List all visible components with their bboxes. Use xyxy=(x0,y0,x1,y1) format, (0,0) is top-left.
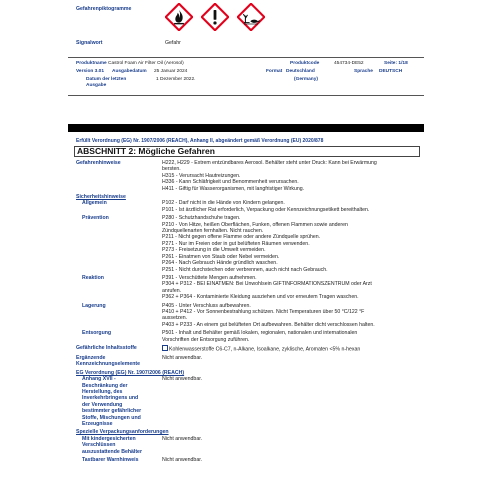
product-code-value: 454734-DE52 xyxy=(334,61,364,66)
storage-row xyxy=(76,303,416,329)
safety-heading: Sicherheitshinweise xyxy=(76,194,126,201)
version: Version 3.01 xyxy=(76,69,104,74)
hazard-line: H315 - Verursacht Hautreizungen. xyxy=(162,172,241,179)
annex-label: bestimmter gefährlicher xyxy=(82,408,142,415)
hazard-line: H411 - Giftig für Wasserorganismen, mit langfristiger Wirkung. xyxy=(162,185,305,192)
child-closures-label: Mit kindergesicherten xyxy=(82,435,136,442)
child-closures-value: Nicht anwendbar. xyxy=(162,435,203,442)
annex-label: Erzeugnisse xyxy=(82,420,113,427)
storage-line: aussetzen. xyxy=(162,315,188,322)
hazardous-components-label: Gefährliche Inhaltsstoffe xyxy=(76,344,137,351)
disposal-line: Vorschriften der Entsorgung zuführen. xyxy=(162,336,250,343)
issue-date-label: Ausgabedatum xyxy=(112,69,147,74)
language-value: DEUTSCH xyxy=(379,69,403,74)
reaction-line: P391 - Verschüttete Mengen aufnehmen. xyxy=(162,274,257,281)
reaction-label: Reaktion xyxy=(82,274,104,281)
page-number: Seite: 1/18 xyxy=(384,61,408,66)
format-value: Deutschland xyxy=(286,69,315,74)
section-band xyxy=(68,124,424,132)
previous-issue-value: 1 Dezember 2022. xyxy=(156,77,196,82)
prevention-line: P264 - Nach Gebrauch Hände gründlich waschen. xyxy=(162,260,278,267)
reaction-line: anrufen. xyxy=(162,287,182,294)
previous-issue-label: Datum der letzten xyxy=(86,77,127,82)
disposal-line: P501 - Inhalt und Behälter gemäß lokalen, regionalen, nationalen und internationalen xyxy=(162,330,358,337)
disposal-row xyxy=(76,330,416,343)
regulation-title: Erfüllt Verordnung (EG) Nr. 1907/2006 (REACH), Anhang II, abgeändert gemäß Verordnung (EU) 2020/878 xyxy=(76,138,324,144)
prevention-line: P211 - Nicht gegen offene Flamme oder andere Zündquelle sprühen. xyxy=(162,234,321,241)
divider xyxy=(68,57,424,58)
annex-label: Herstellung, des xyxy=(82,388,123,395)
storage-line: P410 + P412 - Vor Sonnenbestrahlung schützen. Nicht Temperaturen über 50 °C/122 °F xyxy=(162,308,365,315)
hazard-statements-label: Gefahrenhinweise xyxy=(76,160,121,166)
general-label: Allgemein xyxy=(82,200,107,207)
prevention-label: Prävention xyxy=(82,215,109,222)
prevention-line: Zündquellenarten fernhalten. Nicht rauchen. xyxy=(162,228,264,235)
prevention-line: P210 - Von Hitze, heißen Oberflächen, Funken, offenen Flammen sowie anderen xyxy=(162,221,348,228)
child-closures-label: Verschlüssen xyxy=(82,442,116,449)
hazard-line: H222, H229 - Extrem entzündbares Aerosol. Behälter steht unter Druck: Kann bei Erwärmung xyxy=(162,160,377,166)
hazard-statements-row xyxy=(76,160,416,192)
annex-label: Beschränkung der xyxy=(82,382,128,389)
child-closures-row xyxy=(76,436,416,455)
environment-icon xyxy=(237,3,265,31)
child-closures-label: auszustattende Behälter xyxy=(82,448,142,455)
prevention-line: P273 - Freisetzung in die Umwelt vermeiden. xyxy=(162,247,266,254)
signal-word-value: Gefahr xyxy=(165,40,181,46)
prevention-row xyxy=(76,215,416,273)
annex-label: der Verwendung xyxy=(82,401,123,408)
hazard-line: H336 - Kann Schläfrigkeit und Benommenheit verursachen. xyxy=(162,179,299,186)
tactile-value: Nicht anwendbar. xyxy=(162,456,203,463)
annex-value: Nicht anwendbar. xyxy=(162,376,203,383)
general-row xyxy=(76,200,416,213)
annex-label: Stoffe, Mischungen und xyxy=(82,414,141,421)
section-content xyxy=(76,160,416,463)
issue-date-value: 25 Januar 2024 xyxy=(154,69,188,74)
general-line: P101 - Ist ärztlicher Rat erforderlich, Verpackung oder Kennzeichnungsetikett bereithalten. xyxy=(162,206,370,213)
previous-issue-label-2: Ausgabe xyxy=(86,83,107,88)
annex-row xyxy=(76,376,416,427)
prevention-line: P271 - Nur im Freien oder in gut belüfteten Räumen verwenden. xyxy=(162,240,310,247)
prevention-line: P261 - Einatmen von Staub oder Nebel vermeiden. xyxy=(162,253,280,260)
tactile-label: Tastbarer Warnhinweis xyxy=(82,456,139,463)
annex-label: Inverkehrbringens und xyxy=(82,395,139,402)
product-code-label: Produktcode xyxy=(290,61,320,66)
reaction-line: P304 + P312 - BEI EINATMEN: Bei Unwohlsein GIFTINFORMATIONSZENTRUM oder Arzt xyxy=(162,281,372,288)
packaging-heading: Spezielle Verpackungsanforderungen xyxy=(76,429,169,436)
general-line: P102 - Darf nicht in die Hände von Kindern gelangen. xyxy=(162,200,285,207)
reaction-line: P362 + P364 - Kontaminierte Kleidung ausziehen und vor erneutem Tragen waschen. xyxy=(162,294,359,301)
checkbox-icon xyxy=(162,345,168,351)
disposal-label: Entsorgung xyxy=(82,330,112,337)
storage-line: P403 + P233 - An einem gut belüfteten Ort aufbewahren. Behälter dicht verschlossen halten. xyxy=(162,321,375,328)
prevention-line: P251 - Nicht durchstechen oder verbrennen, auch nicht nach Gebrauch. xyxy=(162,266,328,273)
supplementary-value: Nicht anwendbar. xyxy=(162,354,203,361)
storage-label: Lagerung xyxy=(82,302,106,309)
reach-heading: EG Verordnung (EG) Nr. 1907/2006 (REACH) xyxy=(76,369,185,376)
section-title: ABSCHNITT 2: Mögliche Gefahren xyxy=(74,146,420,157)
product-name-label: Produktname xyxy=(76,61,107,66)
prevention-line: P280 - Schutzhandschuhe tragen. xyxy=(162,215,241,222)
flame-icon xyxy=(165,3,193,31)
supplementary-label: Ergänzende xyxy=(76,354,106,361)
reaction-row xyxy=(76,275,416,301)
pictograms-label: Gefahrenpiktogramme xyxy=(76,6,132,12)
divider xyxy=(68,95,424,96)
product-header xyxy=(76,61,416,91)
annex-label: Anhang XVII - xyxy=(82,376,116,383)
product-name-value: Castrol Foam Air Filter Oil (Aerosol) xyxy=(108,61,184,66)
hazard-line: bersten. xyxy=(162,166,181,173)
exclamation-icon xyxy=(201,3,229,31)
supplementary-row xyxy=(76,355,416,368)
signal-word-label: Signalwort xyxy=(76,40,103,46)
hazardous-components-value: Kohlenwasserstoffe C6-C7, n-Alkane, Isoalkane, zyklische, Aromaten <5% n-hexan xyxy=(169,346,361,353)
tactile-row xyxy=(76,457,416,463)
format-subvalue: (Germany) xyxy=(294,77,318,82)
storage-line: P405 - Unter Verschluss aufbewahren. xyxy=(162,302,251,309)
supplementary-label: Kennzeichnungselemente xyxy=(76,361,140,368)
format-label: Format xyxy=(266,69,283,74)
language-label: Sprache xyxy=(354,69,373,74)
hazardous-components-row xyxy=(76,345,416,353)
